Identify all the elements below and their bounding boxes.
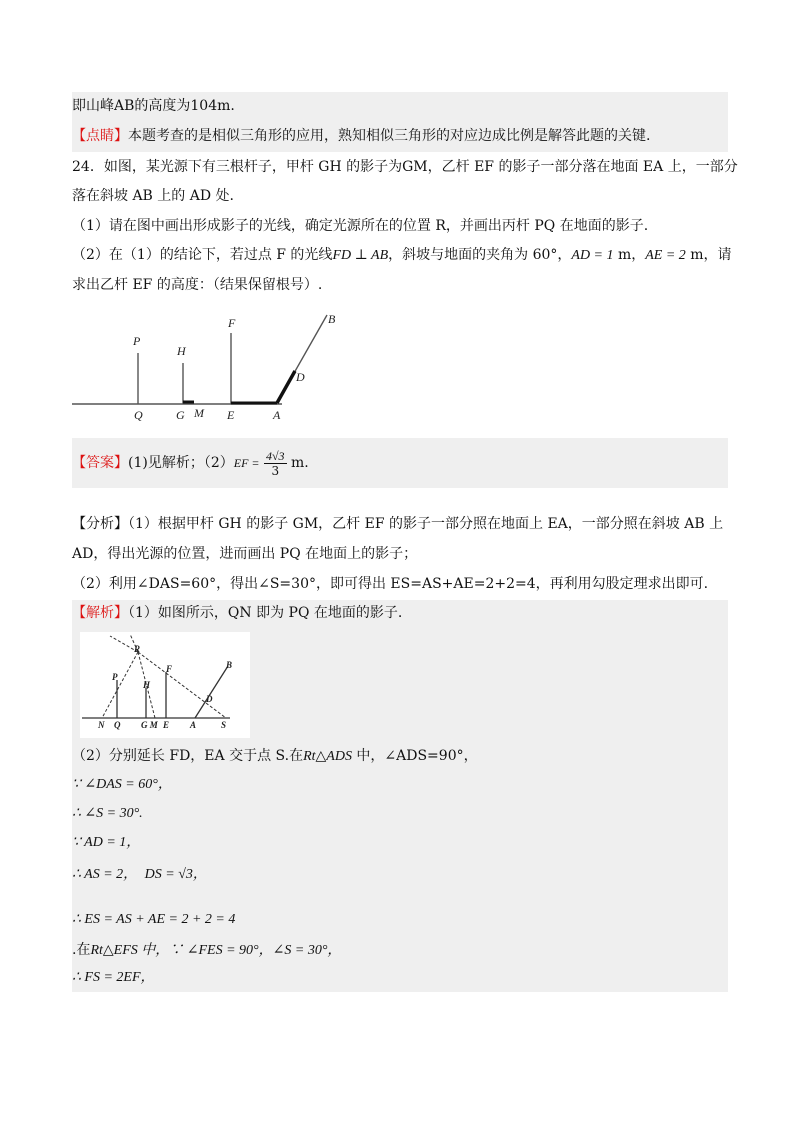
step-5-as: ∴ AS = 2，	[72, 867, 138, 882]
label-m: M	[194, 406, 204, 420]
question-line-3: （1）请在图中画出形成影子的光线，确定光源所在的位置 R，并画出丙杆 PQ 在地面的影子.	[72, 218, 649, 234]
fraction-numerator: 4√3	[265, 448, 285, 463]
conclusion-line: 即山峰AB的高度为104m.	[72, 98, 235, 114]
step-2: ∵ ∠DAS = 60°，	[72, 777, 172, 792]
label-e: E	[227, 408, 235, 422]
fig2-label-a: A	[190, 720, 197, 730]
analysis-text-1: （1）根据甲杆 GH 的影子 GM，乙杆 EF 的影子一部分照在地面上 EA，一部分照在斜坡 AB 上	[128, 516, 724, 532]
step-1-b: 中，∠ADS=90°，	[351, 748, 478, 764]
label-g: G	[176, 408, 185, 422]
fig2-label-n: N	[98, 720, 105, 730]
step-7-a: .在	[72, 942, 91, 958]
step-1-a: （2）分别延长 FD，EA 交于点 S.在	[72, 748, 304, 764]
solution-label: 【解析】	[72, 605, 128, 621]
fig2-label-h: H	[143, 680, 151, 690]
fig2-label-s: S	[221, 720, 227, 730]
fig2-label-q: Q	[114, 720, 121, 730]
step-5	[72, 865, 207, 885]
point-text: 本题考查的是相似三角形的应用，熟知相似三角形的对应边成比例是解答此题的关键.	[128, 128, 651, 144]
q4-math-fd: FD ⊥ AB	[332, 248, 389, 263]
q4-text-c: m，	[613, 247, 646, 263]
analysis-line-3: （2）利用∠DAS=60°，得出∠S=30°，即可得出 ES=AS+AE=2+2=4，再利用勾股定理求出即可.	[72, 576, 709, 592]
answer-label: 【答案】	[72, 455, 128, 471]
step-4: ∵ AD = 1，	[72, 835, 141, 850]
step-3: ∴ ∠S = 30°.	[72, 806, 143, 821]
answer-line	[72, 446, 309, 480]
label-b: B	[328, 312, 336, 326]
q4-text-b: ，斜坡与地面的夹角为 60°，	[388, 247, 572, 263]
step-5-ds: DS = √3，	[144, 867, 207, 882]
label-d: D	[296, 370, 305, 384]
label-q: Q	[134, 408, 143, 422]
q4-text-d: m，请	[685, 247, 732, 263]
answer-unit: m.	[286, 455, 309, 471]
fig2-label-gm: G M	[141, 720, 158, 730]
fig2-label-f: F	[166, 664, 173, 674]
answer-fraction	[264, 449, 287, 478]
label-p: P	[133, 334, 141, 348]
step-8: ∴ FS = 2EF，	[72, 970, 155, 985]
analysis-line-1	[72, 514, 723, 534]
answer-ef: EF =	[233, 456, 260, 470]
step-1	[72, 746, 478, 767]
solution-figure	[80, 632, 250, 738]
question-line-1: 24．如图，某光源下有三根杆子，甲杆 GH 的影子为GM，乙杆 EF 的影子一部分落在地面 EA 上，一部分	[72, 159, 738, 175]
analysis-label: 【分析】	[72, 516, 128, 532]
solution-text-1: （1）如图所示，QN 即为 PQ 在地面的影子.	[128, 605, 403, 621]
label-a: A	[273, 408, 281, 422]
fig2-label-e: E	[163, 720, 170, 730]
label-h: H	[177, 344, 186, 358]
point-label: 【点睛】	[72, 128, 128, 144]
fig2-slope	[195, 666, 228, 718]
analysis-line-2: AD，得出光源的位置，进而画出 PQ 在地面上的影子；	[72, 546, 418, 562]
label-f: F	[228, 316, 236, 330]
question-line-4	[72, 245, 732, 266]
fig2-label-r: R	[134, 644, 141, 654]
fig2-ray-to-s	[138, 652, 226, 718]
q4-math-ae: AE = 2	[645, 248, 686, 263]
step-1-math: Rt△ADS	[303, 749, 352, 764]
fraction-denominator: 3	[271, 463, 280, 478]
fig2-label-p: P	[112, 672, 118, 682]
shadow-ad	[277, 371, 295, 403]
step-7-b: 中，∵ ∠FES = 90°，∠S = 30°，	[137, 943, 342, 958]
q4-text-a: （2）在（1）的结论下，若过点 F 的光线	[72, 247, 333, 263]
q4-math-ad: AD = 1	[571, 248, 614, 263]
point-note	[72, 126, 650, 146]
question-figure	[72, 305, 362, 427]
fig2-label-d: D	[206, 694, 213, 704]
fig2-label-b: B	[226, 660, 233, 670]
step-6: ∴ ES = AS + AE = 2 + 2 = 4	[72, 912, 236, 927]
question-line-5: 求出乙杆 EF 的高度：（结果保留根号）.	[72, 277, 323, 293]
answer-part1: (1)见解析；（2）	[128, 455, 234, 471]
question-line-2: 落在斜坡 AB 上的 AD 处.	[72, 188, 234, 204]
fig2-ray-to-n	[102, 652, 138, 718]
step-7-math: Rt△EFS	[90, 943, 138, 958]
step-7	[72, 940, 341, 961]
solution-line-1	[72, 603, 402, 623]
